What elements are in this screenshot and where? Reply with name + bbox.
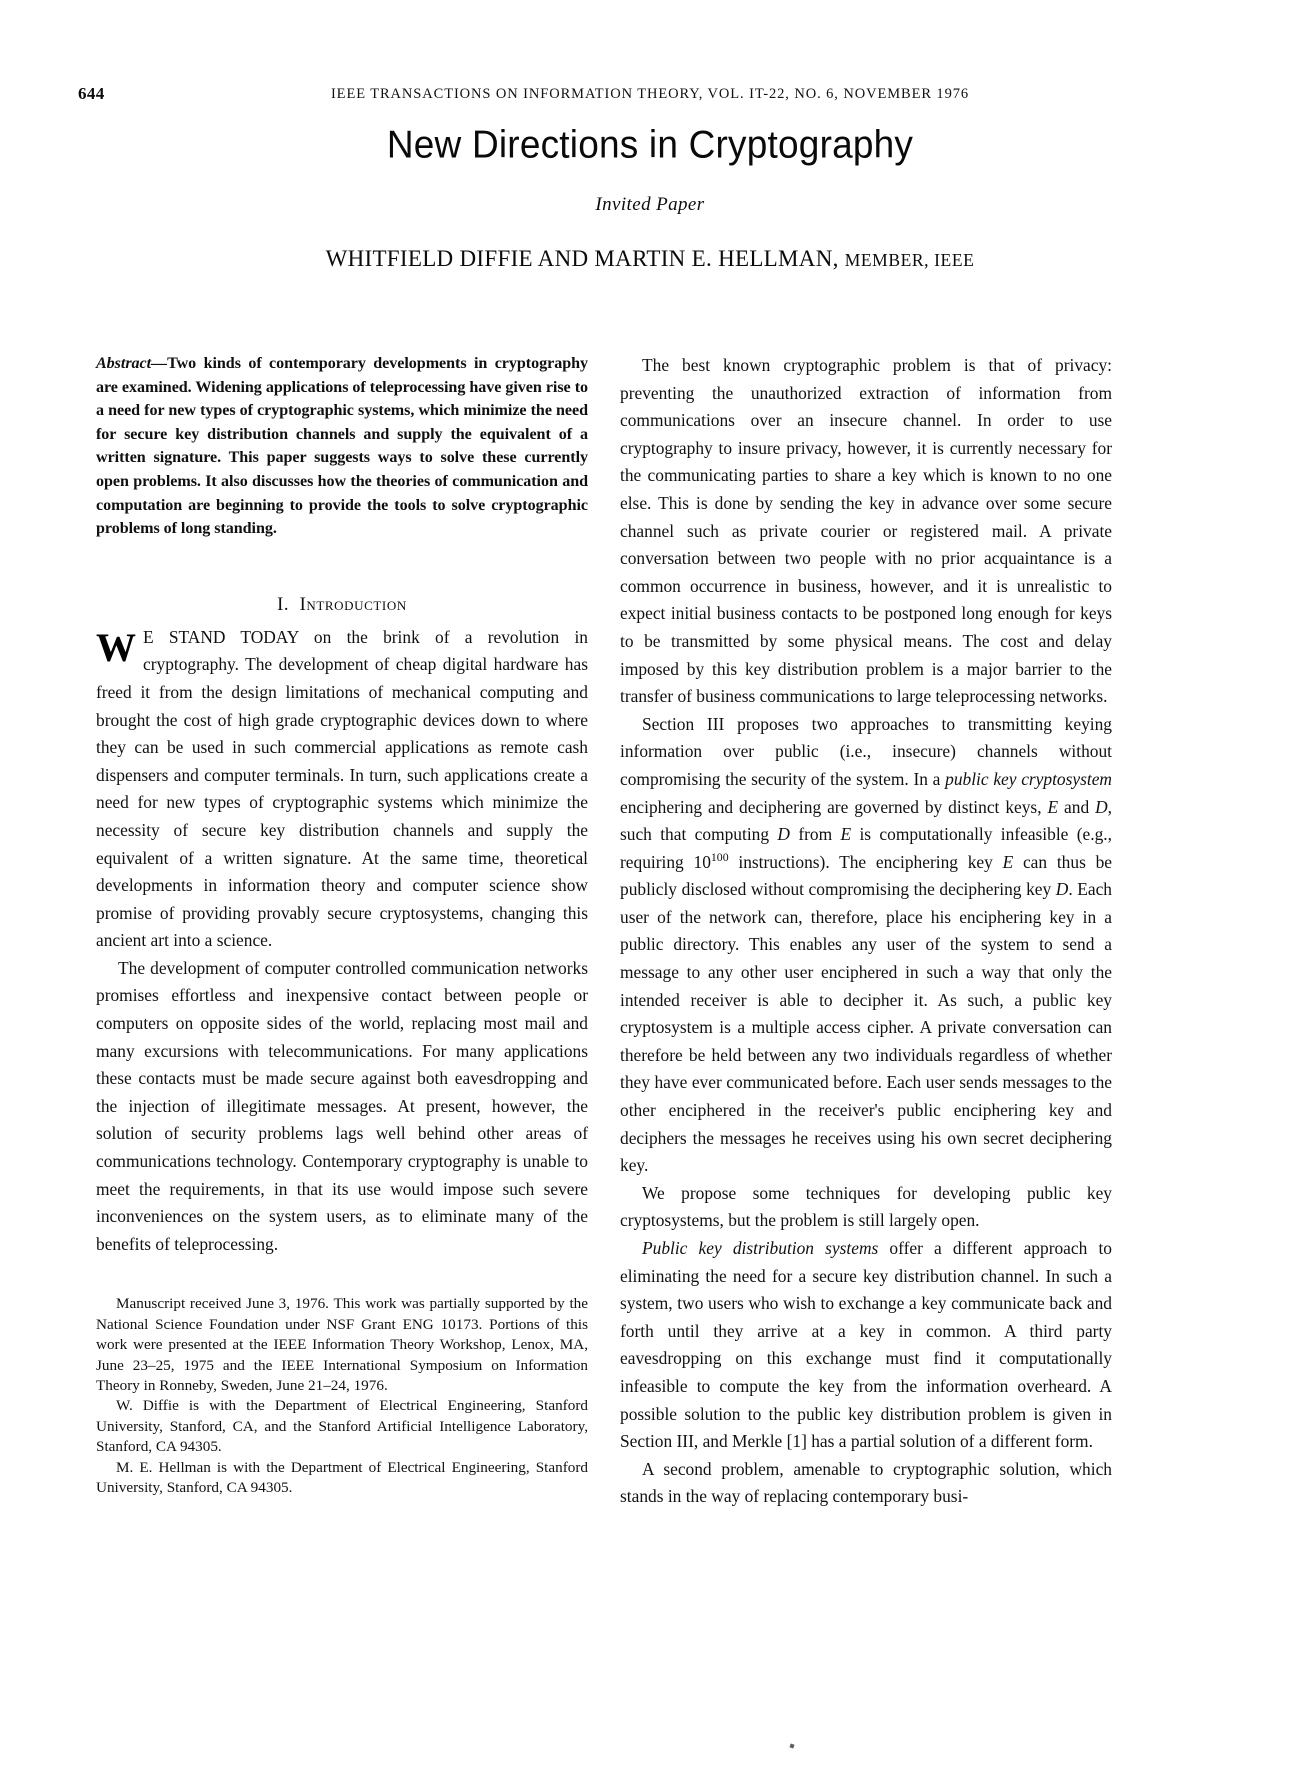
term-public-key-distribution-systems: Public key distribution systems <box>642 1238 879 1258</box>
drop-cap: W <box>96 624 136 670</box>
pc-text-e: from <box>789 824 841 845</box>
left-column <box>96 352 588 1722</box>
symbol-d-1: D <box>1095 796 1108 817</box>
abstract <box>96 352 588 541</box>
journal-citation-line: IEEE TRANSACTIONS ON INFORMATION THEORY, VOL. IT-22, NO. 6, NOVEMBER 1976 <box>330 85 970 103</box>
pc-text-f: is computationally infeasible (e.g., requiring 10 <box>620 824 1112 872</box>
footnote-manuscript-received: Manuscript received June 3, 1976. This work was partially supported by the National Science Foundation under NSF Grant ENG 10173. Portions of this work were presented at the IEEE Information Theory Workshop, Lenox, MA, June 23–25, 1975 and the IEEE International Symposium on Information Theory in Ronneby, Sweden, June 21–24, 1976. <box>96 1295 588 1395</box>
paragraph-intro-1 <box>96 624 588 955</box>
paragraph-privacy: The best known cryptographic problem is that of privacy: preventing the unauthorized extraction of information from communications over an insecure channel. In order to use cryptography to insure privacy, however, it is currently necessary for the communicating parties to share a key which is known to no one else. This is done by sending the key in advance over some secure channel such as private courier or registered mail. A private conversation between two people with no prior acquaintance is a common occurrence in business, however, and it is unrealistic to expect initial business contacts to be postponed long enough for keys to be transmitted by some physical means. The cost and delay imposed by this key distribution problem is a major barrier to the transfer of business communications to large teleprocessing networks. <box>620 355 1112 707</box>
paragraph-intro-2: The development of computer controlled communication networks promises effortless and inexpensive contact between people or computers on opposite sides of the world, replacing most mail and many excursions with telecommunications. For many applications these contacts must be made secure against both eavesdropping and the injection of illegitimate messages. At present, however, the solution of security problems lags well behind other areas of communications technology. Contemporary cryptography is unable to meet the requirements, in that its use would impose such severe inconveniences on the system users, as to eliminate many of the benefits of teleprocessing. <box>96 957 588 1254</box>
paragraph-second-problem: A second problem, amenable to cryptographic solution, which stands in the way of replacing contemporary busi- <box>620 1458 1112 1507</box>
right-column <box>620 352 1112 1722</box>
running-head <box>78 82 1222 106</box>
term-public-key-cryptosystem: public key cryptosystem <box>945 768 1112 789</box>
footnote-block <box>96 1294 588 1498</box>
paper-type-label: Invited Paper <box>595 193 705 215</box>
page-number: 644 <box>78 84 105 103</box>
pc-text-i: . Each user of the network can, therefore, place his enciphering key in a public directory. This enables any user of the system to send a message to any other user enciphered in such a way that only the intended receiver is able to decipher it. As such, a public key cryptosystem is a multiple access cipher. A private conversation can therefore be held between any two individuals regardless of whether they have ever communicated before. Each user sends messages to the other enciphered in the receiver's public enciphering key and deciphers the messages he receives using his own secret deciphering key. <box>620 879 1112 1176</box>
pc-text-b: enciphering and deciphering are governed by distinct keys, <box>620 796 1048 817</box>
paragraph-techniques: We propose some techniques for developing public key cryptosystems, but the problem is still largely open. <box>620 1182 1112 1231</box>
pc-text-d: , such that computing <box>620 796 1112 845</box>
body-columns <box>96 352 1206 1722</box>
paragraph-lead-words: E STAND TODAY <box>143 626 299 647</box>
pc-text-a: Section III proposes two approaches to transmitting keying information over public (i.e., insecure) channels without compromising the security of the system. In a <box>620 713 1112 789</box>
title-block <box>78 124 1222 272</box>
paragraph-key-distribution <box>620 1235 1112 1456</box>
author-membership: MEMBER, IEEE <box>844 249 975 270</box>
footnote-author-diffie: W. Diffie is with the Department of Electrical Engineering, Stanford University, Stanford, CA, and the Stanford Artificial Intelligence Laboratory, Stanford, CA 94305. <box>96 1397 588 1456</box>
exponent-100: 100 <box>710 849 729 864</box>
section-heading-introduction <box>96 595 588 616</box>
footnote-author-hellman: M. E. Hellman is with the Department of Electrical Engineering, Stanford University, Stanford, CA 94305. <box>96 1458 588 1497</box>
section-number: I. <box>277 594 290 615</box>
symbol-e-3: E <box>1002 851 1014 872</box>
paragraph-section-iii <box>620 711 1112 1180</box>
pc-text-g: instructions). The enciphering key <box>728 851 1003 872</box>
pc-text-h: can thus be publicly disclosed without compromising the deciphering key <box>620 851 1112 900</box>
symbol-e-2: E <box>840 824 852 845</box>
paragraph-body: on the brink of a revolution in cryptography. The development of cheap digital hardware has freed it from the design limitations of mechanical computing and brought the cost of high grade cryptographic devices down to where they can be used in such commercial applications as remote cash dispensers and computer terminals. In turn, such applications create a need for new types of cryptographic systems which minimize the necessity of secure key distribution channels and supply the equivalent of a written signature. At the same time, theoretical developments in information theory and computer science show promise of providing provably secure cryptosystems, changing this ancient art into a science. <box>96 626 588 951</box>
abstract-label: Abstract— <box>96 355 168 372</box>
kd-text: offer a different approach to eliminating the need for a secure key distribution channel. In such a system, two users who wish to exchange a key communicate back and forth until they arrive at a key in common. A third party eavesdropping on this exchange must find it computationally infeasible to compute the key from the information overheard. A possible solution to the public key distribution problem is given in Section III, and Merkle [1] has a partial solution of a different form. <box>620 1238 1112 1452</box>
pc-text-c: and <box>1058 796 1096 817</box>
author-names: WHITFIELD DIFFIE AND MARTIN E. HELLMAN, <box>325 245 845 271</box>
page-artifact-mark <box>789 1743 794 1748</box>
symbol-d-2: D <box>777 824 790 845</box>
section-title: Introduction <box>299 594 407 615</box>
abstract-text: Two kinds of contemporary developments in cryptography are examined. Widening applications of teleprocessing have given rise to a need for new types of cryptographic systems, which minimize the need for secure key distribution channels and supply the equivalent of a written signature. This paper suggests ways to solve these currently open problems. It also discusses how the theories of communication and computation are beginning to provide the tools to solve cryptographic problems of long standing. <box>96 355 588 538</box>
page-title: New Directions in Cryptography <box>386 122 914 167</box>
author-line <box>78 246 1222 272</box>
symbol-d-3: D <box>1055 879 1069 900</box>
symbol-e-1: E <box>1047 796 1059 817</box>
